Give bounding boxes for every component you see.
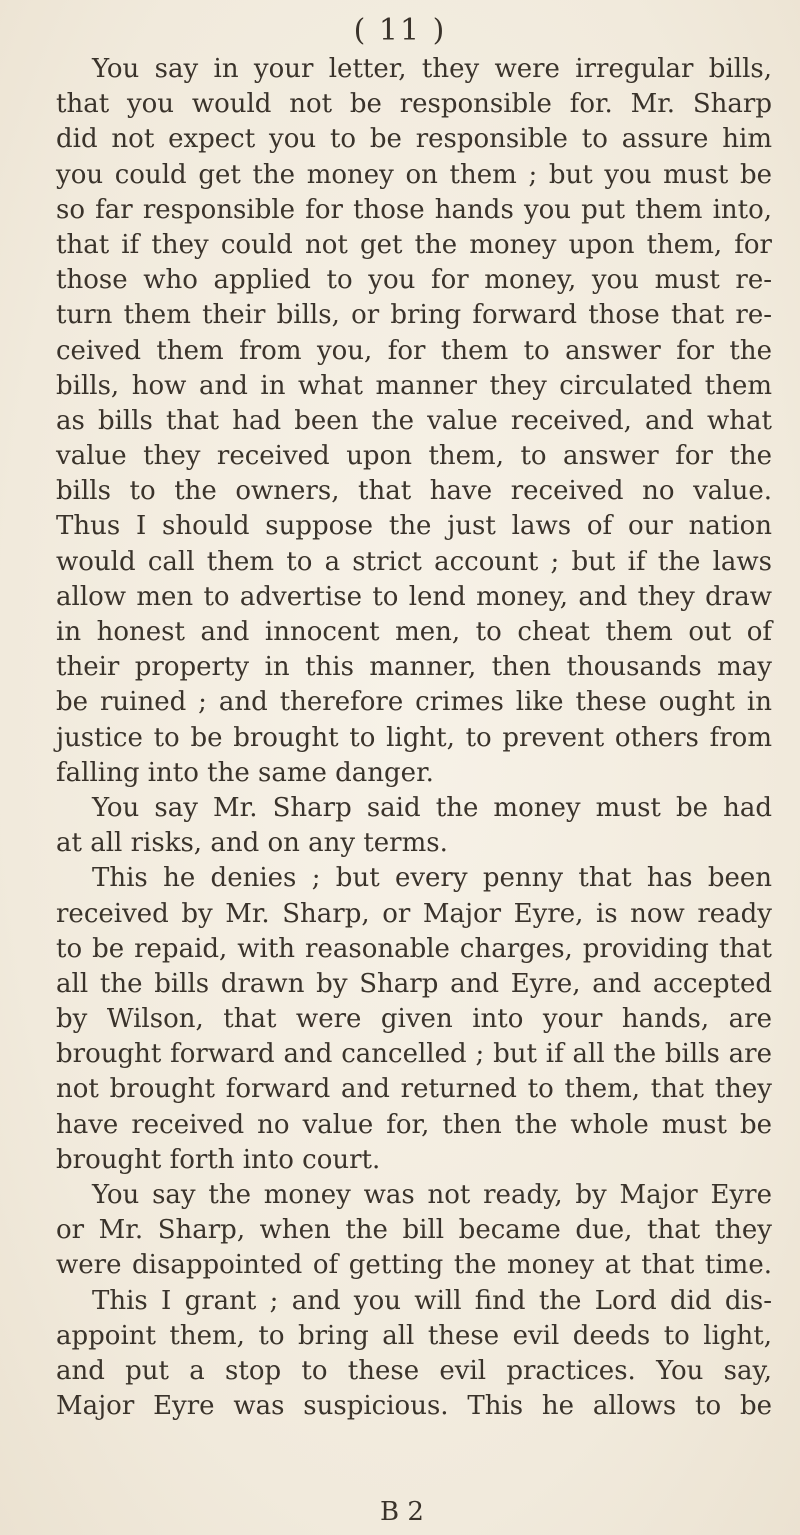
text-line: would call them to a strict account ; but if the laws bbox=[56, 546, 772, 577]
text-line: Thus I should suppose the just laws of our nation bbox=[56, 511, 772, 542]
text-line: bills, how and in what manner they circulated them bbox=[56, 370, 772, 401]
text-line: not brought forward and returned to them, that they bbox=[56, 1074, 772, 1105]
text-line: ceived them from you, for them to answer for the bbox=[56, 335, 772, 366]
text-line: in honest and innocent men, to cheat them out of bbox=[56, 617, 772, 647]
text-line: all the bills drawn by Sharp and Eyre, and accepted bbox=[56, 968, 772, 999]
text-line: did not expect you to be responsible to assure him bbox=[56, 124, 772, 155]
text-line: falling into the same danger. bbox=[56, 757, 434, 788]
text-line: value they received upon them, to answer for the bbox=[56, 441, 772, 472]
text-line: to be repaid, with reasonable charges, providing that bbox=[56, 933, 772, 964]
signature-mark: B 2 bbox=[380, 1497, 424, 1527]
body-text bbox=[56, 52, 772, 1424]
text-line: at all risks, and on any terms. bbox=[56, 828, 448, 859]
text-line: turn them their bills, or bring forward those that re- bbox=[56, 300, 772, 331]
text-line: bills to the owners, that have received no value. bbox=[56, 476, 772, 507]
text-line: appoint them, to bring all these evil deeds to light, bbox=[56, 1320, 772, 1351]
text-line: have received no value for, then the whole must be bbox=[56, 1109, 772, 1140]
text-line: Major Eyre was suspicious. This he allows to be bbox=[56, 1391, 772, 1422]
text-line: you could get the money on them ; but you must be bbox=[56, 159, 772, 190]
text-line: that if they could not get the money upon them, for bbox=[56, 229, 772, 260]
text-line: justice to be brought to light, to prevent others from bbox=[56, 722, 772, 753]
text-line: were disappointed of getting the money at that time. bbox=[56, 1250, 772, 1281]
text-line: by Wilson, that were given into your hands, are bbox=[56, 1004, 772, 1035]
text-line: You say the money was not ready, by Major Eyre bbox=[92, 1180, 772, 1210]
text-line: or Mr. Sharp, when the bill became due, that they bbox=[56, 1215, 772, 1246]
text-line: that you would not be responsible for. Mr. Sharp bbox=[56, 89, 772, 120]
text-line: those who applied to you for money, you must re- bbox=[56, 265, 772, 296]
text-line: You say Mr. Sharp said the money must be had bbox=[92, 792, 772, 823]
text-line: be ruined ; and therefore crimes like these ought in bbox=[56, 687, 772, 718]
text-line: This I grant ; and you will find the Lord did dis- bbox=[92, 1285, 772, 1316]
text-line: received by Mr. Sharp, or Major Eyre, is now ready bbox=[56, 898, 772, 929]
text-line: allow men to advertise to lend money, and they draw bbox=[56, 581, 772, 612]
text-line: You say in your letter, they were irregular bills, bbox=[92, 54, 772, 84]
text-line: This he denies ; but every penny that has been bbox=[92, 863, 772, 894]
text-line: as bills that had been the value received, and what bbox=[56, 405, 772, 436]
text-line: so far responsible for those hands you put them into, bbox=[56, 194, 772, 225]
text-line: their property in this manner, then thousands may bbox=[56, 652, 772, 683]
text-line: brought forward and cancelled ; but if all the bills are bbox=[56, 1039, 772, 1070]
page-number: ( 11 ) bbox=[353, 13, 447, 48]
text-line: and put a stop to these evil practices. You say, bbox=[56, 1355, 772, 1386]
text-line: brought forth into court. bbox=[56, 1144, 381, 1175]
